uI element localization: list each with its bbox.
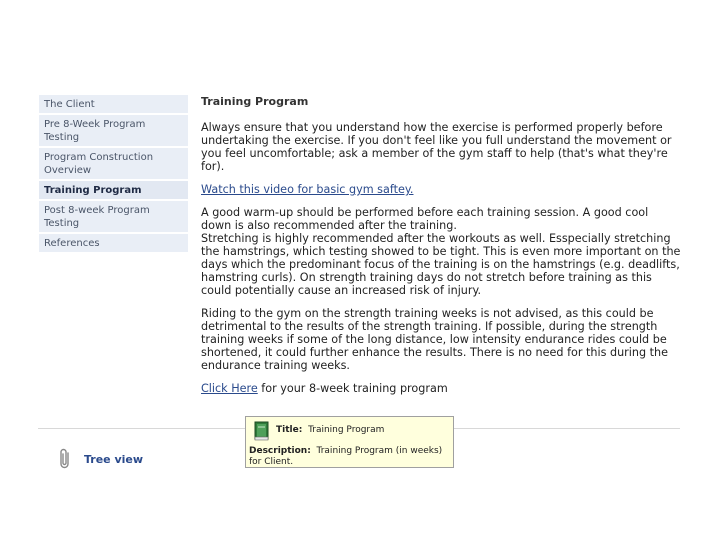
paperclip-icon: [57, 448, 73, 470]
program-link-paragraph: [201, 382, 681, 395]
warmup-paragraph: [201, 206, 681, 297]
click-here-suffix: for your 8-week training program: [257, 382, 448, 395]
tree-view-button[interactable]: [57, 448, 143, 470]
tooltip-description-label: Description:: [249, 446, 311, 456]
tooltip-description-value: Training Program (in weeks) for Client.: [249, 446, 443, 467]
sidebar-item-post-testing[interactable]: Post 8-week Program Testing: [39, 201, 188, 234]
sidebar-item-pre-testing[interactable]: Pre 8-Week Program Testing: [39, 115, 188, 148]
click-here-link[interactable]: Click Here: [201, 382, 258, 395]
sidebar: [39, 95, 188, 254]
tooltip-title-label: Title:: [276, 425, 303, 435]
warmup-text: A good warm-up should be performed before each training session. A good cool down is also recommended after the training.: [201, 206, 649, 232]
page-title: Training Program: [201, 95, 309, 108]
tooltip-title-row: [276, 425, 384, 436]
tooltip: [245, 416, 454, 468]
sidebar-item-references[interactable]: References: [39, 234, 188, 254]
tree-view-label: Tree view: [84, 452, 144, 466]
sidebar-item-training-program[interactable]: Training Program: [39, 181, 188, 201]
book-icon: [253, 421, 271, 441]
sidebar-item-the-client[interactable]: The Client: [39, 95, 188, 115]
video-paragraph: [201, 183, 681, 196]
main-content: [201, 95, 681, 405]
tooltip-title-value: Training Program: [308, 425, 385, 435]
stretching-text: Stretching is highly recommended after the workouts as well. Esspecially stretching the hamstrings, which testing showed to be tight. This is even more important on the days which the predominant focus of the training is on the hamstrings (e.g. deadlifts, hamstring curls). On strength training days do not stretch before training as this could potentially cause an increased risk of injury.: [201, 232, 681, 297]
tooltip-description-row: [249, 446, 449, 468]
safety-paragraph: Always ensure that you understand how the exercise is performed properly before undertaking the exercise. If you don't feel like you full understand the movement or you feel uncomfortable; ask a member of the gym staff to help (that's what they're for).: [201, 121, 672, 173]
video-link[interactable]: Watch this video for basic gym saftey.: [201, 183, 414, 196]
sidebar-item-program-construction[interactable]: Program Construction Overview: [39, 148, 188, 181]
riding-paragraph: Riding to the gym on the strength training weeks is not advised, as this could be detrimental to the results of the strength training. If possible, during the strength training weeks if some of the long distance, low intensity endurance rides could be shortened, it could further enhance the results. There is no need for this during the endurance training weeks.: [201, 307, 668, 372]
